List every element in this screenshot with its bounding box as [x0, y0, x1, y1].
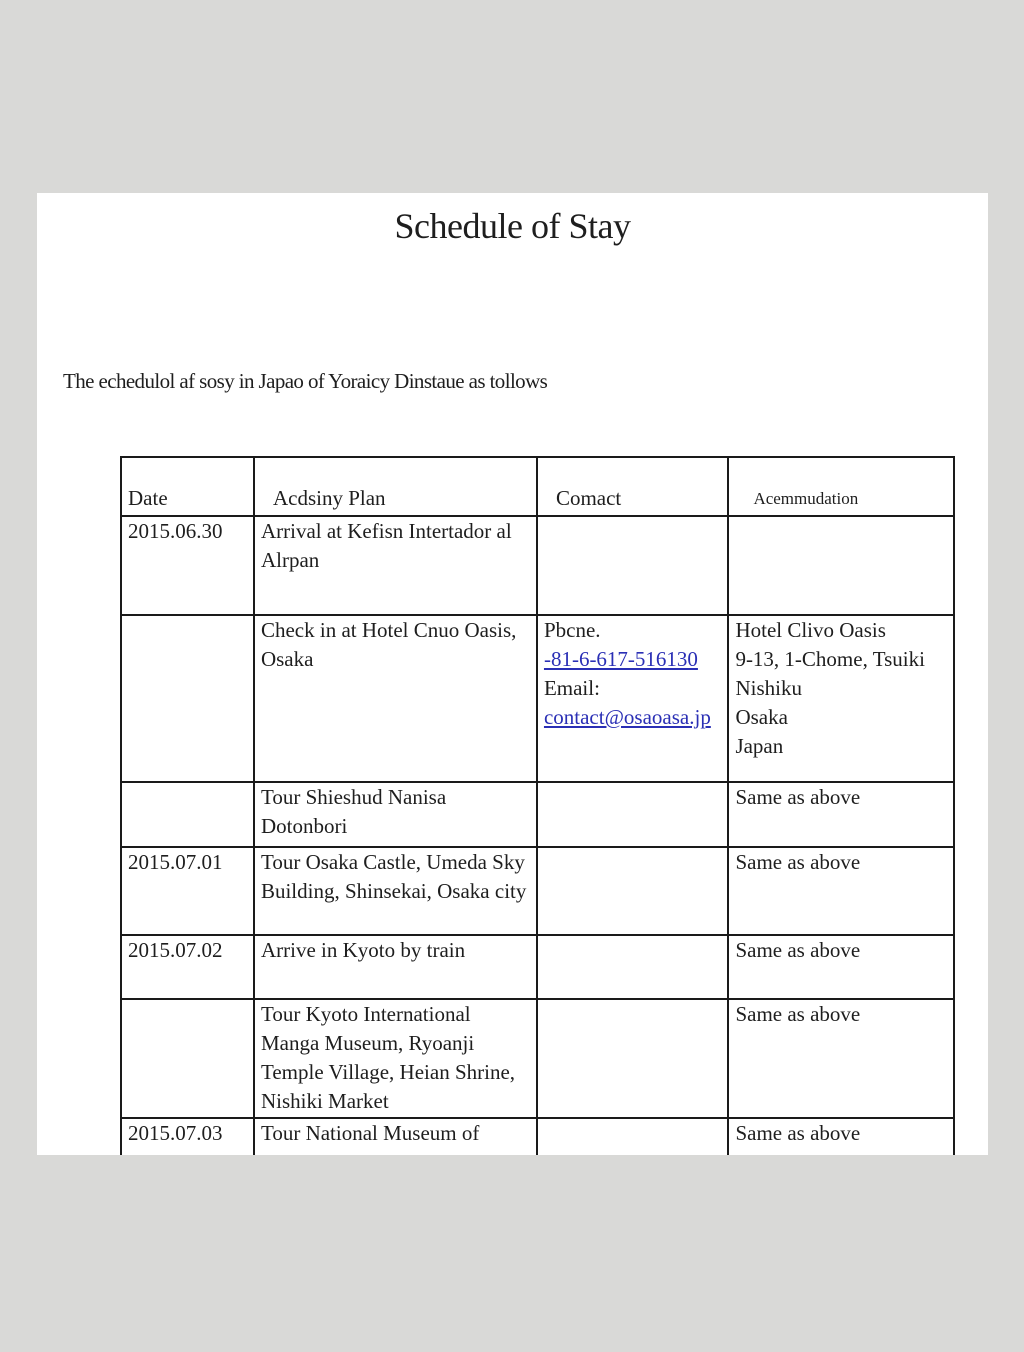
cell-accommodation: Same as above: [728, 999, 954, 1118]
cell-contact: [537, 1118, 728, 1155]
cell-accommodation: Same as above: [728, 782, 954, 847]
cell-activity: Tour Kyoto International Manga Museum, Ryoanji Temple Village, Heian Shrine, Nishiki Market: [254, 999, 537, 1118]
cell-date: 2015.06.30: [121, 516, 254, 615]
table-row: [121, 516, 954, 615]
header-date: Date: [121, 457, 254, 516]
email-label: Email:: [543, 676, 600, 700]
phone-link[interactable]: -81-6-617-516130: [543, 647, 698, 671]
cell-date: 2015.07.01: [121, 847, 254, 935]
table-row: [121, 935, 954, 999]
cell-date: [121, 615, 254, 782]
table-row: [121, 1118, 954, 1155]
cell-contact: [537, 847, 728, 935]
cell-contact: [537, 615, 728, 782]
intro-text: The echedulol af sosy in Japao of Yoraicy Dinstaue as tollows: [63, 369, 548, 393]
schedule-table: [120, 456, 955, 1155]
cell-activity: Check in at Hotel Cnuo Oasis, Osaka: [254, 615, 537, 782]
cell-contact: [537, 999, 728, 1118]
table-row: [121, 615, 954, 782]
address-line: Japan: [735, 734, 784, 758]
address-line: Osaka: [735, 705, 788, 729]
table-row: [121, 847, 954, 935]
cell-activity: Arrival at Kefisn Intertador al Alrpan: [254, 516, 537, 615]
table-header-row: [121, 457, 954, 516]
cell-date: 2015.07.03: [121, 1118, 254, 1155]
header-accommodation: Acemmudation: [728, 457, 954, 516]
page-title: Schedule of Stay: [394, 206, 631, 246]
cell-accommodation: Same as above: [728, 847, 954, 935]
cell-date: 2015.07.02: [121, 935, 254, 999]
cell-activity: Tour Shieshud Nanisa Dotonbori: [254, 782, 537, 847]
cell-contact: [537, 516, 728, 615]
cell-date: [121, 999, 254, 1118]
header-contact: Comact: [537, 457, 728, 516]
cell-activity: Tour National Museum of: [254, 1118, 537, 1155]
document-page: [37, 193, 988, 1155]
table-row: [121, 782, 954, 847]
cell-accommodation: Same as above: [728, 1118, 954, 1155]
cell-date: [121, 782, 254, 847]
header-activity: Acdsiny Plan: [254, 457, 537, 516]
phone-label: Pbcne.: [543, 618, 601, 642]
address-line: Nishiku: [735, 676, 802, 700]
cell-activity: Arrive in Kyoto by train: [254, 935, 537, 999]
email-link[interactable]: contact@osaoasa.jp: [543, 705, 711, 729]
cell-activity: Tour Osaka Castle, Umeda Sky Building, Shinsekai, Osaka city: [254, 847, 537, 935]
cell-contact: [537, 782, 728, 847]
table-row: [121, 999, 954, 1118]
address-line: Hotel Clivo Oasis: [735, 618, 886, 642]
cell-accommodation: [728, 516, 954, 615]
cell-accommodation: [728, 615, 954, 782]
cell-contact: [537, 935, 728, 999]
cell-accommodation: Same as above: [728, 935, 954, 999]
address-line: 9-13, 1-Chome, Tsuiki: [735, 647, 925, 671]
